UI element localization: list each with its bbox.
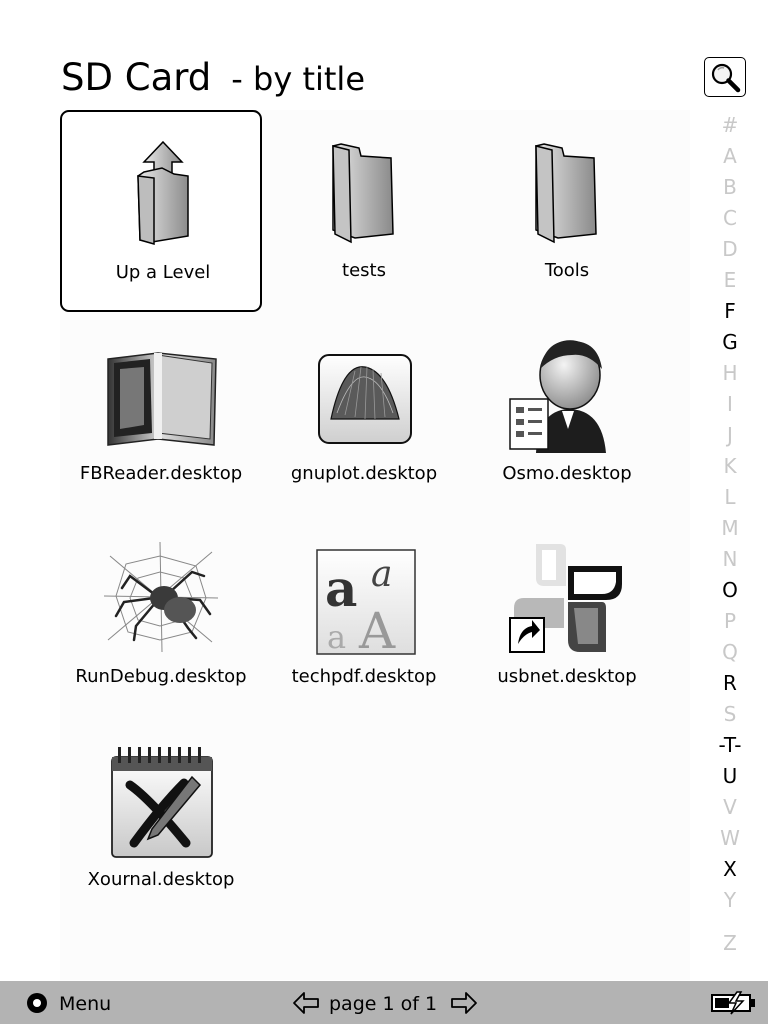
alphabet-letter[interactable]: D bbox=[722, 237, 738, 261]
svg-text:a: a bbox=[325, 559, 358, 618]
grid-item-label: techpdf.desktop bbox=[291, 666, 437, 687]
grid-item-label: Xournal.desktop bbox=[87, 869, 235, 890]
alphabet-letter[interactable]: X bbox=[723, 857, 737, 881]
grid-item-label: Tools bbox=[544, 260, 590, 281]
grid-item-up-a-level[interactable] bbox=[60, 110, 262, 312]
alphabet-letter[interactable]: Z bbox=[723, 931, 737, 955]
alphabet-letter[interactable]: # bbox=[721, 113, 739, 137]
page-indicator: page 1 of 1 bbox=[329, 993, 438, 1015]
sort-subtitle: - by title bbox=[231, 60, 365, 98]
alphabet-letter[interactable]: G bbox=[722, 330, 738, 354]
menu-label: Menu bbox=[59, 993, 112, 1015]
grid-item-label: RunDebug.desktop bbox=[75, 666, 247, 687]
alphabet-letter[interactable]: S bbox=[723, 702, 737, 726]
status-bar bbox=[0, 981, 768, 1024]
alphabet-letter[interactable]: P bbox=[723, 609, 737, 633]
alphabet-letter[interactable]: E bbox=[723, 268, 737, 292]
alphabet-letter[interactable]: K bbox=[723, 454, 737, 478]
alphabet-letter[interactable]: U bbox=[722, 764, 738, 788]
alphabet-letter[interactable]: M bbox=[721, 516, 739, 540]
alphabet-letter[interactable]: I bbox=[727, 392, 733, 416]
battery-charging-icon bbox=[711, 991, 757, 1015]
alphabet-letter[interactable]: O bbox=[722, 578, 738, 602]
spider-web-icon bbox=[100, 536, 222, 656]
usbnet-shortcut-icon bbox=[506, 536, 628, 656]
grid-item-label: Osmo.desktop bbox=[502, 463, 632, 484]
search-button[interactable] bbox=[704, 57, 746, 97]
alphabet-letter[interactable]: V bbox=[723, 795, 737, 819]
grid-item-osmo[interactable] bbox=[466, 313, 668, 515]
svg-text:a: a bbox=[327, 618, 347, 656]
alphabet-letter[interactable]: Y bbox=[723, 888, 737, 912]
file-grid bbox=[60, 110, 690, 980]
svg-text:A: A bbox=[359, 602, 396, 656]
grid-item-usbnet[interactable] bbox=[466, 516, 668, 718]
alphabet-letter[interactable]: F bbox=[724, 299, 736, 323]
grid-item-techpdf[interactable] bbox=[263, 516, 465, 718]
prev-arrow-icon[interactable] bbox=[292, 989, 320, 1017]
osmo-person-icon bbox=[506, 333, 628, 453]
next-arrow-icon[interactable] bbox=[450, 989, 478, 1017]
svg-text:a: a bbox=[371, 554, 393, 595]
folder-icon bbox=[506, 130, 628, 250]
font-specimen-icon bbox=[303, 536, 425, 656]
grid-item-label: Up a Level bbox=[115, 262, 211, 283]
grid-item-label: usbnet.desktop bbox=[497, 666, 637, 687]
grid-item-tests[interactable] bbox=[263, 110, 465, 312]
alphabet-letter[interactable]: A bbox=[723, 144, 737, 168]
alphabet-letter[interactable]: N bbox=[722, 547, 738, 571]
xournal-notepad-icon bbox=[100, 739, 222, 859]
page-header bbox=[61, 56, 365, 100]
alphabet-letter[interactable]: W bbox=[720, 826, 740, 850]
menu-dot-icon bbox=[26, 989, 50, 1017]
alphabet-letter[interactable]: L bbox=[724, 485, 736, 509]
alphabet-letter[interactable]: -T- bbox=[718, 733, 742, 757]
grid-item-gnuplot[interactable] bbox=[263, 313, 465, 515]
page-title: SD Card bbox=[61, 56, 212, 99]
grid-item-fbreader[interactable] bbox=[60, 313, 262, 515]
alphabet-letter[interactable]: H bbox=[722, 361, 738, 385]
grid-item-label: FBReader.desktop bbox=[79, 463, 243, 484]
fbreader-book-icon bbox=[100, 333, 222, 453]
alphabet-letter[interactable]: R bbox=[723, 671, 737, 695]
grid-item-rundebug[interactable] bbox=[60, 516, 262, 718]
alphabet-letter[interactable]: B bbox=[723, 175, 737, 199]
alphabet-letter[interactable]: J bbox=[727, 423, 733, 447]
grid-item-xournal[interactable] bbox=[60, 719, 262, 921]
magnifier-icon bbox=[708, 61, 742, 93]
gnuplot-surface-icon bbox=[303, 333, 425, 453]
grid-item-label: gnuplot.desktop bbox=[290, 463, 438, 484]
alphabet-letter[interactable]: C bbox=[723, 206, 737, 230]
grid-item-tools[interactable] bbox=[466, 110, 668, 312]
grid-item-label: tests bbox=[342, 260, 386, 281]
alphabet-letter[interactable]: Q bbox=[722, 640, 738, 664]
up-level-folder-icon bbox=[102, 132, 224, 252]
folder-icon bbox=[303, 130, 425, 250]
